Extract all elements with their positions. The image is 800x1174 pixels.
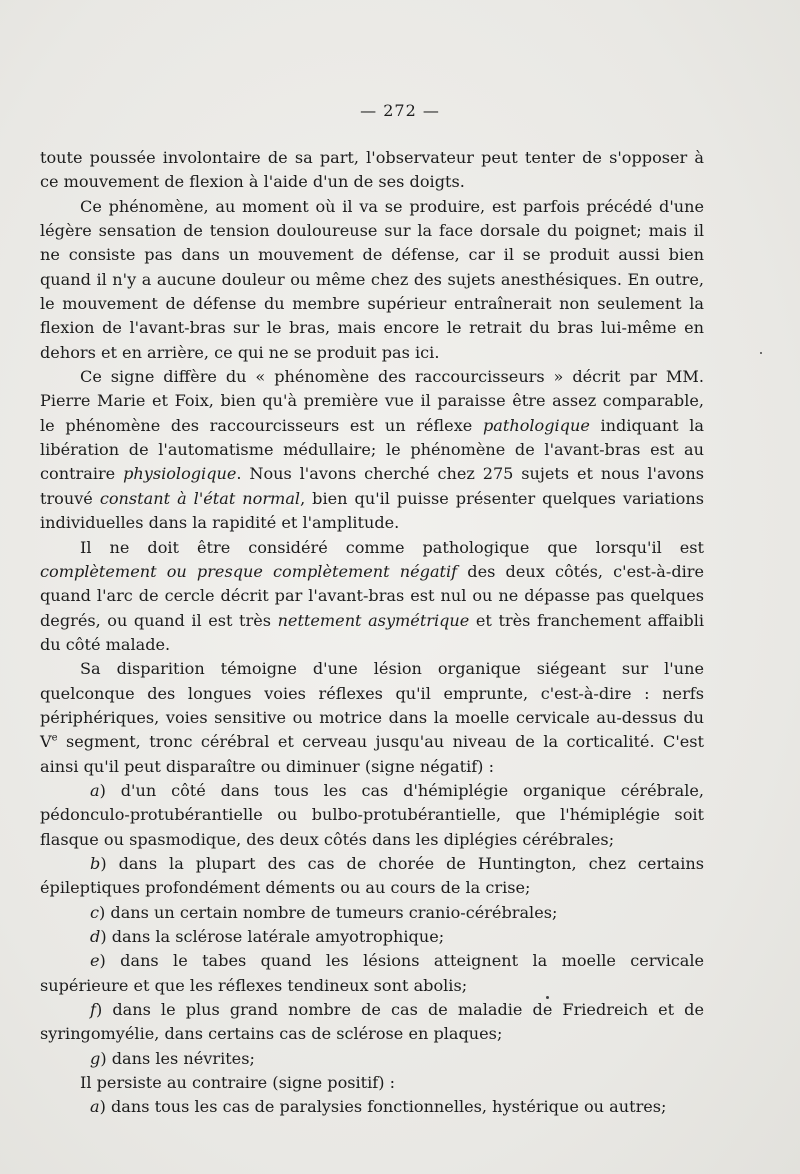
emphasis-physiologique: physiologique: [123, 464, 237, 484]
emphasis-pathologique: pathologique: [482, 415, 590, 435]
print-speck: [760, 352, 762, 354]
list-item-g: g) dans les névrites;: [90, 1048, 255, 1068]
paragraph-4: Il ne doit être considéré comme pathologique que lorsqu'il est complètement ou presque complètement négatif des deux côtés, c'est-à-dire quand l'arc de cercle décrit par l'avant-bras est nul ou ne dépasse pas quelques degrés, ou quand il est très nettement asymétrique et très franchement affaibli du côté malade.: [40, 537, 705, 654]
list-item-c: c) dans un certain nombre de tumeurs cranio-cérébrales;: [90, 902, 558, 922]
print-speck: [546, 996, 549, 999]
list-item-f: f) dans le plus grand nombre de cas de maladie de Friedreich et de syringomyélie, dans certains cas de sclérose en plaques;: [40, 1000, 704, 1044]
list-item-b: b) dans la plupart des cas de chorée de Huntington, chez certains épileptiques profondément déments ou au cours de la crise;: [40, 853, 704, 898]
list-item-e: e) dans le tabes quand les lésions atteignent la moelle cervicale supérieure et que les réflexes tendineux sont abolis;: [40, 951, 704, 995]
paragraph-2: Ce phénomène, au moment où il va se produire, est parfois précédé d'une légère sensation de tension douloureuse sur la face dorsale du poignet; mais il ne consiste pas dans un mouvement de défense, car il se produit aussi bien quand il n'y a aucune douleur ou même chez des sujets anesthésiques. En outre, le mouvement de défense du membre supérieur entraînerait non seulement la flexion de l'avant-bras sur le bras, mais encore le retrait du bras lui-même en dehors et en arrière, ce qui ne se produit pas ici.: [40, 196, 704, 362]
list-item-d: d) dans la sclérose latérale amyotrophique;: [90, 927, 445, 946]
emphasis-asymetrique: nettement asymétrique: [277, 610, 470, 630]
list-item-a: a) d'un côté dans tous les cas d'hémiplégie organique cérébrale, pédonculo-protubérantielle ou bulbo-protubérantielle, que l'hémiplégie soit flasque ou spasmodique, des deux côtés dans les diplégies cérébrales;: [40, 780, 704, 849]
page-number: — 272 —: [360, 101, 440, 120]
paragraph-1: toute poussée involontaire de sa part, l'observateur peut tenter de s'opposer à ce mouvement de flexion à l'aide d'un de ses doigts.: [40, 148, 704, 192]
paragraph-3: Ce signe diffère du « phénomène des raccourcisseurs » décrit par MM. Pierre Marie et Foix, bien qu'à première vue il paraisse être assez comparable, le phénomène des raccourcisseurs est un réflexe pathologique indiquant la libération de l'automatisme médullaire; le phénomène de l'avant-bras est au contraire physiologique. Nous l'avons cherché chez 275 sujets et nous l'avons trouvé constant à l'état normal, bien qu'il puisse présenter quelques variations individuelles dans la rapidité et l'amplitude.: [40, 367, 704, 533]
emphasis-constant: constant à l'état normal: [99, 488, 301, 508]
paragraph-5: Sa disparition témoigne d'une lésion organique siégeant sur l'une quelconque des longues voies réflexes qu'il emprunte, c'est-à-dire : nerfs périphériques, voies sensitive ou motrice dans la moelle cervicale au-dessus du Ve segment, tronc cérébral et cerveau jusqu'au niveau de la corticalité. C'est ainsi qu'il peut disparaître ou diminuer (signe négatif) :: [40, 659, 704, 776]
body-text: [40, 146, 704, 1120]
paragraph-6: Il persiste au contraire (signe positif) :: [80, 1073, 396, 1093]
emphasis-negatif: complètement ou presque complètement négatif: [40, 561, 458, 581]
list-item-positive-a: a) dans tous les cas de paralysies fonctionnelles, hystérique ou autres;: [90, 1097, 667, 1117]
